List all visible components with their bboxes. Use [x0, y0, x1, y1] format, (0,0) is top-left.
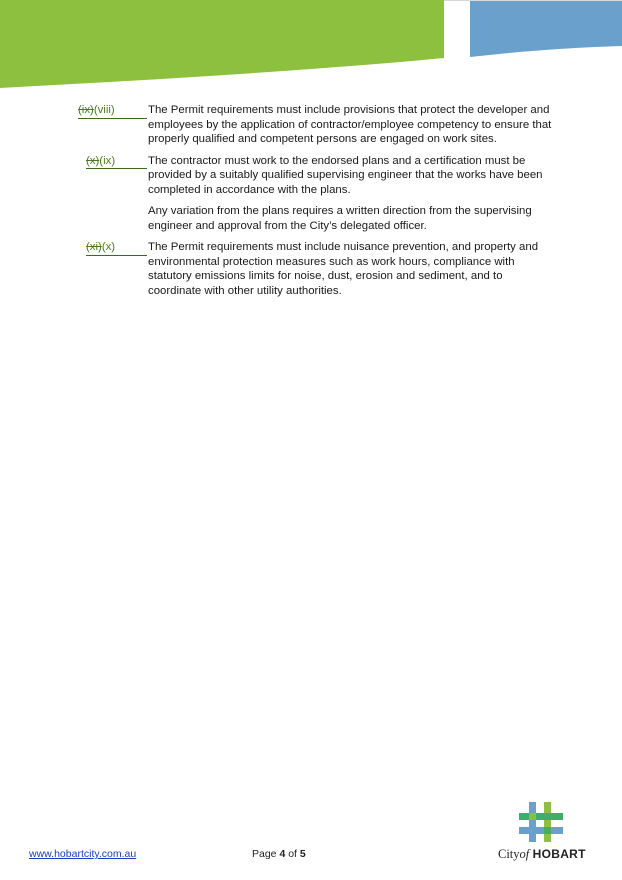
clause-body	[148, 154, 558, 234]
clause-new-number: (ix)	[99, 154, 116, 167]
page-prefix: Page	[252, 848, 280, 860]
logo-city: City	[498, 847, 520, 861]
clause-paragraph: The contractor must work to the endorsed plans and a certification must be provided by a suitably qualified supervising engineer that the works have been completed in accordance with the plans.	[148, 154, 543, 196]
clause-old-number: (ix)	[78, 104, 94, 116]
clause-item	[0, 240, 622, 298]
clause-item	[0, 103, 622, 147]
clause-old-number: (x)	[86, 154, 100, 167]
city-of-hobart-logo-text	[498, 847, 586, 862]
page-current: 4	[279, 848, 286, 860]
page-indicator	[252, 848, 306, 860]
page-total: 5	[299, 848, 306, 860]
clause-body	[148, 103, 558, 147]
clause-paragraph: Any variation from the plans requires a written direction from the supervising engineer and approval from the City’s delegated officer.	[148, 205, 532, 232]
clause-list	[0, 103, 622, 305]
header-blue-block	[470, 0, 622, 57]
clause-item	[0, 154, 622, 234]
logo-hobart: HOBART	[532, 847, 586, 861]
website-link[interactable]: www.hobartcity.com.au	[29, 848, 137, 860]
clause-new-number: (x)	[101, 241, 116, 253]
clause-body	[148, 240, 558, 298]
logo-of: of	[519, 847, 530, 861]
clause-old-number: (xi)	[86, 241, 102, 253]
clause-new-number: (viii)	[93, 104, 115, 116]
clause-paragraph: The Permit requirements must include nuisance prevention, and property and environmental protection measures such as work hours, compliance with statutory emissions limits for noise, dust, erosion and sediment, and to coordinate with other utility authorities.	[148, 241, 539, 297]
clause-paragraph: The Permit requirements must include provisions that protect the developer and employees by the application of contractor/employee competency to ensure that properly qualified and competent persons are engaged on work sites.	[148, 104, 552, 145]
city-of-hobart-cross-mark-icon	[517, 800, 565, 844]
header-banner	[0, 0, 622, 100]
header-green-swoosh	[0, 0, 444, 88]
page-mid: of	[285, 848, 300, 860]
